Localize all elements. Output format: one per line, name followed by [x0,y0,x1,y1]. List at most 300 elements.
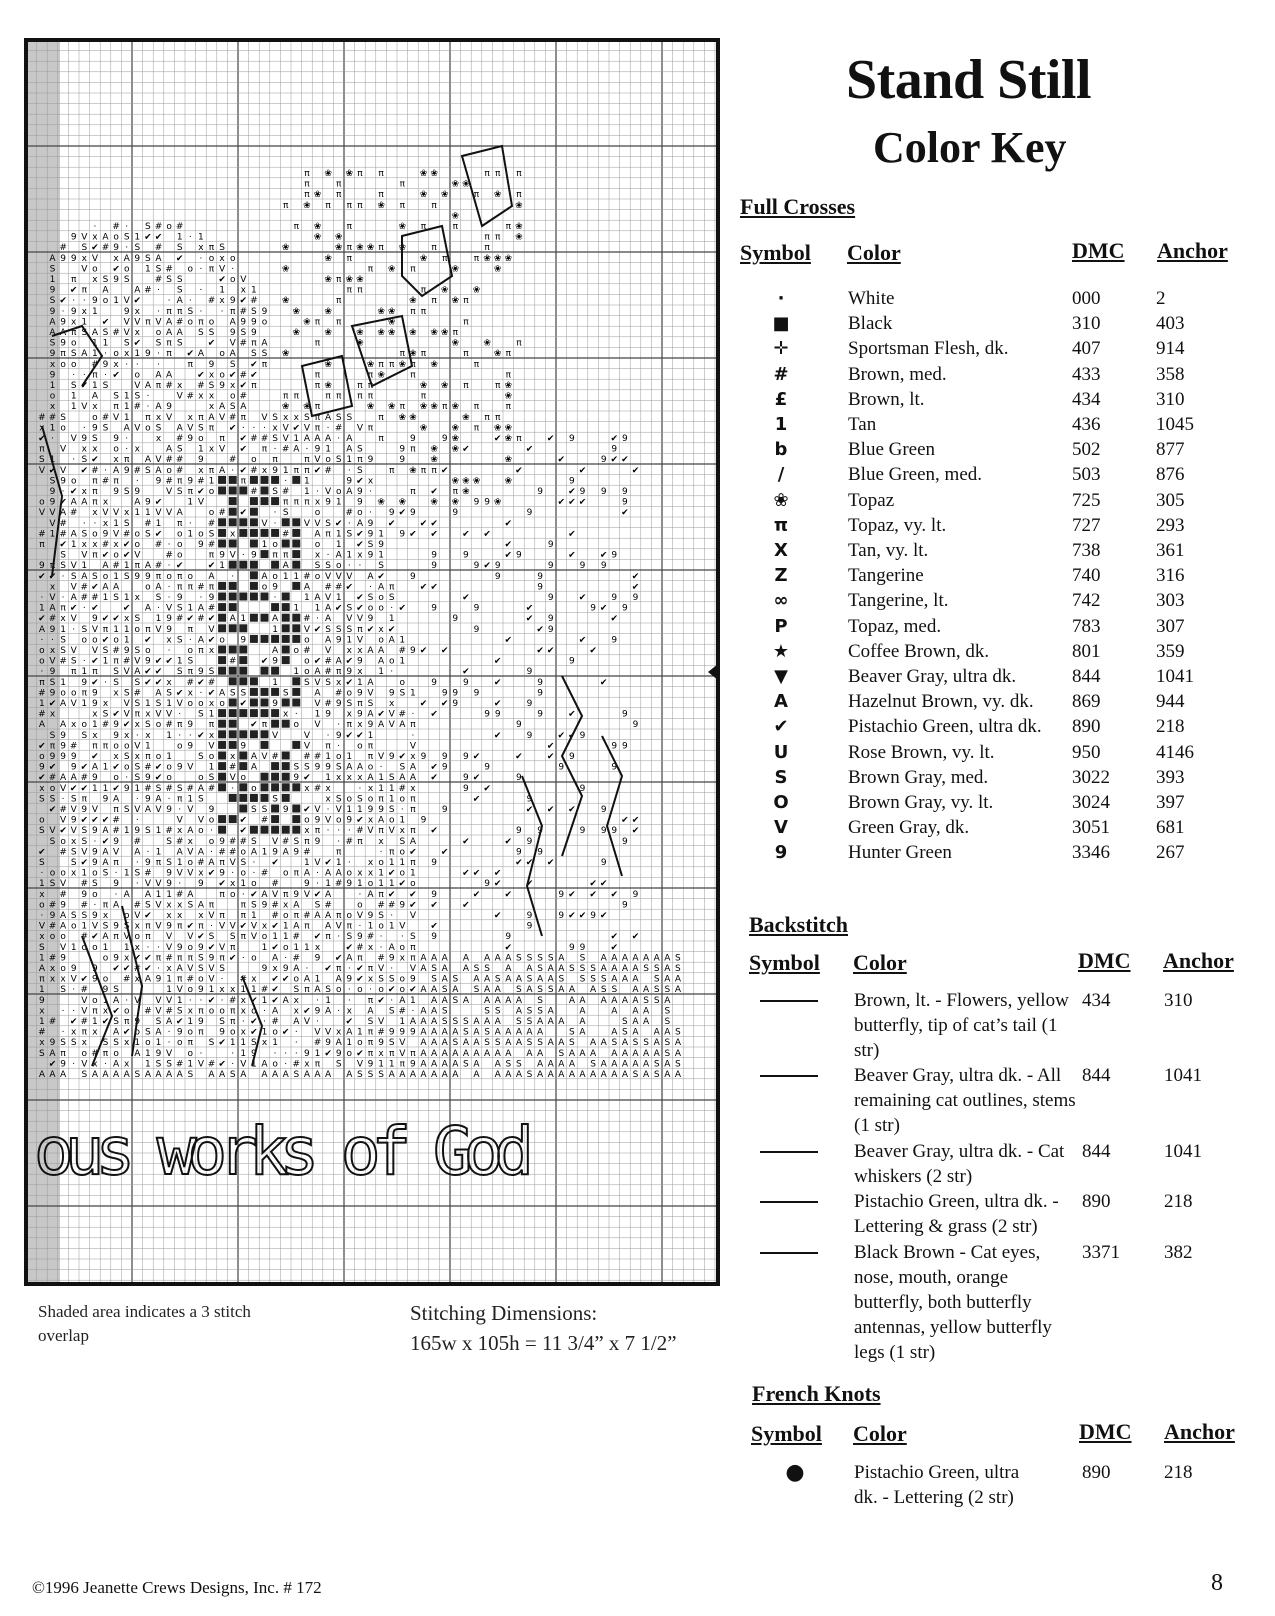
svg-text:A: A [537,974,544,985]
bs-header-dmc: DMC [1078,948,1131,973]
fc-dmc: 407 [1072,338,1101,360]
svg-text:A: A [102,1070,109,1080]
svg-text:π: π [208,550,215,561]
svg-text:V: V [70,614,77,625]
svg-text:A: A [526,1048,533,1059]
svg-text:V: V [399,1048,406,1059]
svg-text:x: x [219,253,225,264]
svg-text:o: o [123,264,130,275]
svg-text:#: # [239,306,248,317]
svg-text:x: x [293,412,299,423]
fc-anchor: 358 [1156,363,1185,385]
svg-text:#: # [48,900,57,911]
svg-text:9: 9 [537,826,543,837]
svg-text:9: 9 [399,444,406,455]
svg-text:9: 9 [198,1017,204,1027]
svg-text:o: o [39,646,45,656]
svg-text:π: π [92,741,98,752]
svg-text:✔: ✔ [144,964,152,974]
svg-text:❀: ❀ [303,317,311,328]
svg-text:✔: ✔ [356,964,364,974]
svg-text:✔: ✔ [101,836,110,847]
svg-text:o: o [70,688,77,699]
svg-text:S: S [251,836,257,847]
svg-text:π: π [272,550,278,561]
svg-text:x: x [314,550,321,561]
svg-text:A: A [579,1070,586,1080]
svg-text:·: · [241,889,245,900]
svg-text:9: 9 [335,730,342,741]
svg-text:o: o [251,783,257,794]
svg-text:π: π [293,497,300,508]
svg-text:π: π [198,646,204,656]
svg-text:π: π [102,624,109,635]
svg-text:π: π [441,253,448,264]
svg-text:❀: ❀ [451,264,460,275]
svg-text:·: · [231,264,235,275]
svg-text:A: A [590,985,597,996]
svg-text:·: · [347,995,351,1006]
svg-text:✔: ✔ [504,518,513,529]
svg-text:9: 9 [569,434,575,444]
svg-text:V: V [123,699,130,709]
svg-text:✔: ✔ [430,762,438,773]
svg-text:#: # [398,646,407,656]
svg-text:9: 9 [484,762,490,773]
svg-text:9: 9 [463,783,469,794]
fk-header-color: Color [853,1421,907,1446]
svg-text:A: A [674,1070,681,1080]
svg-text:9: 9 [431,858,437,868]
svg-text:A: A [187,889,194,900]
svg-text:o: o [367,879,374,890]
svg-text:❀: ❀ [377,497,385,508]
svg-text:✔: ✔ [122,1027,131,1038]
svg-text:V: V [144,879,151,890]
svg-text:#: # [144,285,152,296]
svg-text:S: S [123,518,130,529]
svg-text:A: A [515,1038,522,1049]
svg-text:π: π [516,190,522,201]
svg-text:S: S [134,868,141,879]
svg-text:π: π [92,476,98,487]
svg-text:S: S [60,646,66,656]
svg-text:S: S [176,444,183,455]
svg-text:❀: ❀ [451,211,460,222]
svg-text:A: A [621,964,628,974]
svg-text:A: A [547,1059,554,1070]
svg-text:✔: ✔ [69,603,78,614]
svg-text:S: S [632,1070,639,1080]
svg-text:9: 9 [526,911,533,921]
fc-anchor: 877 [1156,439,1185,461]
svg-text:9: 9 [441,752,448,762]
svg-text:#: # [197,858,205,868]
bs-header-color: Color [853,950,907,975]
svg-text:S: S [155,699,162,709]
svg-text:✔: ✔ [599,550,608,561]
svg-text:A: A [155,582,162,593]
svg-text:9: 9 [526,794,533,805]
svg-text:A: A [431,995,438,1006]
svg-text:A: A [674,1048,681,1059]
svg-text:A: A [632,995,639,1006]
svg-text:π: π [484,412,490,423]
svg-text:A: A [515,995,522,1006]
svg-text:✔: ✔ [91,752,99,762]
svg-text:π: π [176,953,183,964]
svg-text:A: A [197,635,204,646]
svg-text:A: A [176,847,183,858]
svg-text:S: S [102,328,109,338]
svg-text:V: V [155,508,162,519]
svg-text:o: o [113,773,119,784]
svg-text:9: 9 [325,1038,331,1049]
svg-text:1: 1 [92,338,98,349]
svg-text:9: 9 [410,434,416,444]
svg-text:π: π [251,338,257,349]
svg-text:S: S [198,709,204,720]
svg-text:x: x [92,1059,98,1070]
svg-text:V: V [367,826,374,837]
svg-text:A: A [250,752,257,762]
svg-text:9: 9 [558,911,565,921]
svg-text:π: π [102,741,109,752]
svg-text:✔: ✔ [345,656,354,667]
svg-text:#: # [207,783,216,794]
svg-text:❀: ❀ [504,434,513,444]
svg-text:#: # [165,720,173,731]
fc-symbol-icon: P [774,615,788,637]
svg-text:V: V [399,1038,406,1049]
svg-text:x: x [367,783,374,794]
svg-text:#: # [398,709,407,720]
svg-text:S: S [208,381,215,391]
svg-text:A: A [590,1048,597,1059]
fc-row [766,765,1246,790]
svg-text:·: · [104,1059,107,1070]
svg-text:A: A [272,614,279,625]
svg-text:1: 1 [102,593,109,603]
svg-text:9: 9 [537,582,543,593]
svg-text:·: · [294,1048,298,1059]
svg-text:π: π [367,964,374,974]
svg-text:o: o [92,635,98,646]
svg-text:✔: ✔ [48,805,57,815]
svg-text:o: o [378,635,384,646]
svg-text:π: π [282,497,289,508]
svg-text:o: o [346,688,353,699]
svg-text:✔: ✔ [546,434,555,444]
svg-text:1: 1 [123,561,130,572]
svg-text:1: 1 [378,550,384,561]
svg-text:1: 1 [166,974,172,985]
svg-text:✔: ✔ [621,815,629,826]
svg-text:9: 9 [198,540,204,550]
svg-text:✔: ✔ [197,730,205,741]
svg-text:❀: ❀ [377,306,385,317]
svg-text:9: 9 [611,741,618,752]
svg-text:S: S [81,826,88,837]
svg-text:✔: ✔ [313,932,322,943]
svg-text:✔: ✔ [80,815,89,826]
svg-text:A: A [155,1070,162,1080]
svg-text:S: S [155,338,162,349]
svg-text:·: · [72,1059,76,1070]
svg-text:x: x [230,985,236,996]
svg-text:✔: ✔ [430,900,438,911]
svg-text:S: S [176,243,183,254]
svg-text:A: A [441,1059,448,1070]
svg-text:V: V [325,815,332,826]
svg-text:✔: ✔ [144,911,152,921]
svg-text:o: o [399,868,406,879]
svg-text:✔: ✔ [48,571,57,582]
fc-symbol-icon: ★ [772,640,790,662]
svg-text:1: 1 [293,667,300,678]
svg-text:#: # [377,900,385,911]
svg-text:x: x [113,253,119,264]
svg-text:9: 9 [526,508,533,519]
svg-text:x: x [208,730,215,741]
svg-text:·: · [82,656,86,667]
svg-text:#: # [207,296,216,307]
svg-text:✔: ✔ [621,455,629,466]
svg-text:#: # [356,942,364,953]
fc-dmc: 433 [1072,363,1101,385]
svg-text:x: x [102,1006,109,1017]
svg-text:#: # [80,900,89,911]
svg-text:x: x [346,773,352,784]
svg-text:9: 9 [219,1027,225,1038]
svg-text:✔: ✔ [610,614,619,625]
svg-text:✔: ✔ [504,550,513,561]
fc-row [766,790,1246,815]
svg-text:A: A [123,1070,130,1080]
svg-text:❀: ❀ [419,402,428,413]
svg-text:π: π [166,349,172,360]
svg-text:1: 1 [81,921,88,932]
svg-text:9: 9 [335,635,342,646]
svg-text:S: S [166,836,172,847]
svg-text:o: o [39,900,45,911]
svg-text:V: V [60,465,67,476]
svg-text:π: π [410,306,416,317]
svg-text:✔: ✔ [345,730,354,741]
svg-text:x: x [251,974,257,985]
svg-text:A: A [367,773,374,784]
svg-text:✔: ✔ [568,730,576,741]
stitching-dimensions [410,1298,677,1358]
svg-text:9: 9 [378,1038,384,1049]
svg-text:#: # [165,783,173,794]
svg-text:V: V [155,900,162,911]
svg-text:✔: ✔ [504,540,513,550]
svg-text:S: S [208,328,215,338]
svg-text:π: π [367,1027,374,1038]
svg-text:A: A [144,1070,151,1080]
svg-text:A: A [611,1027,618,1038]
svg-text:π: π [420,465,427,476]
svg-text:A: A [335,974,342,985]
svg-text:A: A [441,995,448,1006]
svg-text:1: 1 [293,434,300,444]
svg-text:S: S [102,381,109,391]
svg-text:V: V [219,921,226,932]
svg-text:o: o [134,1027,141,1038]
svg-text:x: x [198,391,204,402]
svg-text:A: A [674,985,681,996]
svg-text:#: # [292,932,301,943]
svg-text:A: A [219,688,226,699]
svg-text:o: o [113,444,119,455]
svg-text:✔: ✔ [546,805,555,815]
svg-text:x: x [124,508,130,519]
svg-text:#: # [207,540,216,550]
svg-text:x: x [81,1038,87,1049]
svg-text:o: o [357,1038,363,1049]
fc-anchor: 397 [1156,792,1185,813]
svg-text:S: S [70,381,77,391]
svg-text:S: S [463,1027,469,1038]
svg-text:·: · [199,264,203,275]
svg-text:9: 9 [473,624,480,635]
svg-text:A: A [113,582,120,593]
svg-text:1: 1 [261,540,268,550]
svg-text:π: π [378,190,384,201]
svg-text:❀: ❀ [409,412,417,423]
svg-text:9: 9 [176,942,183,953]
svg-text:1: 1 [113,518,119,529]
svg-text:#: # [112,328,120,338]
svg-text:x: x [49,402,56,413]
svg-text:o: o [282,942,289,953]
svg-text:9: 9 [441,762,448,773]
svg-text:A: A [420,1006,427,1017]
svg-text:9: 9 [102,794,109,805]
svg-text:π: π [219,858,225,868]
svg-text:V: V [208,741,215,752]
svg-text:V: V [60,444,67,455]
svg-text:✔: ✔ [69,285,78,296]
svg-text:S: S [664,1017,671,1027]
svg-text:·: · [231,1048,235,1059]
svg-text:A: A [484,985,491,996]
fc-anchor: 944 [1156,691,1185,713]
fc-row [766,714,1246,739]
svg-text:A: A [409,1070,416,1080]
svg-text:A: A [91,328,98,338]
svg-text:✔: ✔ [239,296,248,307]
svg-text:1: 1 [314,1048,321,1059]
svg-text:S: S [357,465,363,476]
svg-text:V: V [187,762,194,773]
svg-text:A: A [113,465,120,476]
svg-text:A: A [60,1070,67,1080]
svg-text:❀: ❀ [324,359,332,370]
svg-text:1: 1 [346,1038,353,1049]
svg-text:π: π [505,370,512,381]
svg-text:✔: ✔ [525,858,534,868]
svg-text:9: 9 [261,306,268,317]
svg-text:S: S [272,434,278,444]
svg-text:S: S [113,1038,119,1049]
svg-text:o: o [60,964,66,974]
svg-text:o: o [229,1027,236,1038]
svg-text:o: o [198,529,204,540]
svg-text:π: π [314,381,321,391]
svg-text:1: 1 [166,730,172,741]
svg-text:o: o [314,508,321,519]
svg-text:1: 1 [176,858,183,868]
svg-text:9: 9 [378,805,384,815]
svg-text:❀: ❀ [398,359,407,370]
svg-text:✔: ✔ [122,720,131,731]
svg-text:1: 1 [155,847,162,858]
svg-text:❀: ❀ [409,328,417,338]
bs-header-anchor: Anchor [1163,948,1234,973]
svg-text:✔: ✔ [80,762,89,773]
svg-text:·: · [326,550,330,561]
svg-text:o: o [219,1006,225,1017]
svg-text:A: A [60,911,67,921]
svg-text:π: π [102,900,109,911]
svg-text:#: # [122,974,131,985]
svg-text:✔: ✔ [122,964,131,974]
svg-text:o: o [123,762,130,773]
svg-text:9: 9 [420,752,427,762]
svg-text:#: # [207,1059,216,1070]
fc-symbol-icon: V [774,817,788,839]
svg-text:#: # [59,243,67,254]
svg-text:S: S [463,1059,469,1070]
svg-text:o: o [229,275,236,285]
svg-text:S: S [176,275,183,285]
svg-text:✔: ✔ [112,614,120,625]
fc-anchor: 393 [1156,766,1185,788]
svg-text:A: A [113,1070,120,1080]
svg-text:A: A [314,434,321,444]
svg-text:π: π [92,497,98,508]
svg-text:S: S [49,296,56,307]
svg-text:A: A [473,1017,480,1027]
svg-text:A: A [473,974,480,985]
svg-text:·: · [252,868,256,879]
svg-text:✔: ✔ [398,508,407,519]
svg-text:1: 1 [335,540,342,550]
svg-text:V: V [346,571,353,582]
svg-text:π: π [92,487,98,497]
svg-text:π: π [473,402,480,413]
svg-text:S: S [81,529,88,540]
svg-text:o: o [60,688,66,699]
svg-text:✔: ✔ [504,635,513,646]
svg-text:✔: ✔ [112,964,120,974]
fc-anchor: 1045 [1156,414,1194,435]
svg-text:✔: ✔ [207,338,216,349]
svg-text:#: # [175,889,184,900]
svg-text:A: A [134,1048,141,1059]
svg-text:V: V [187,847,194,858]
svg-text:S: S [293,985,300,996]
svg-text:o: o [219,349,225,360]
svg-text:x: x [71,317,77,328]
svg-text:x: x [304,783,310,794]
svg-text:✔: ✔ [175,688,184,699]
svg-text:·: · [347,561,351,572]
svg-text:o: o [102,296,109,307]
svg-text:9: 9 [81,677,88,688]
